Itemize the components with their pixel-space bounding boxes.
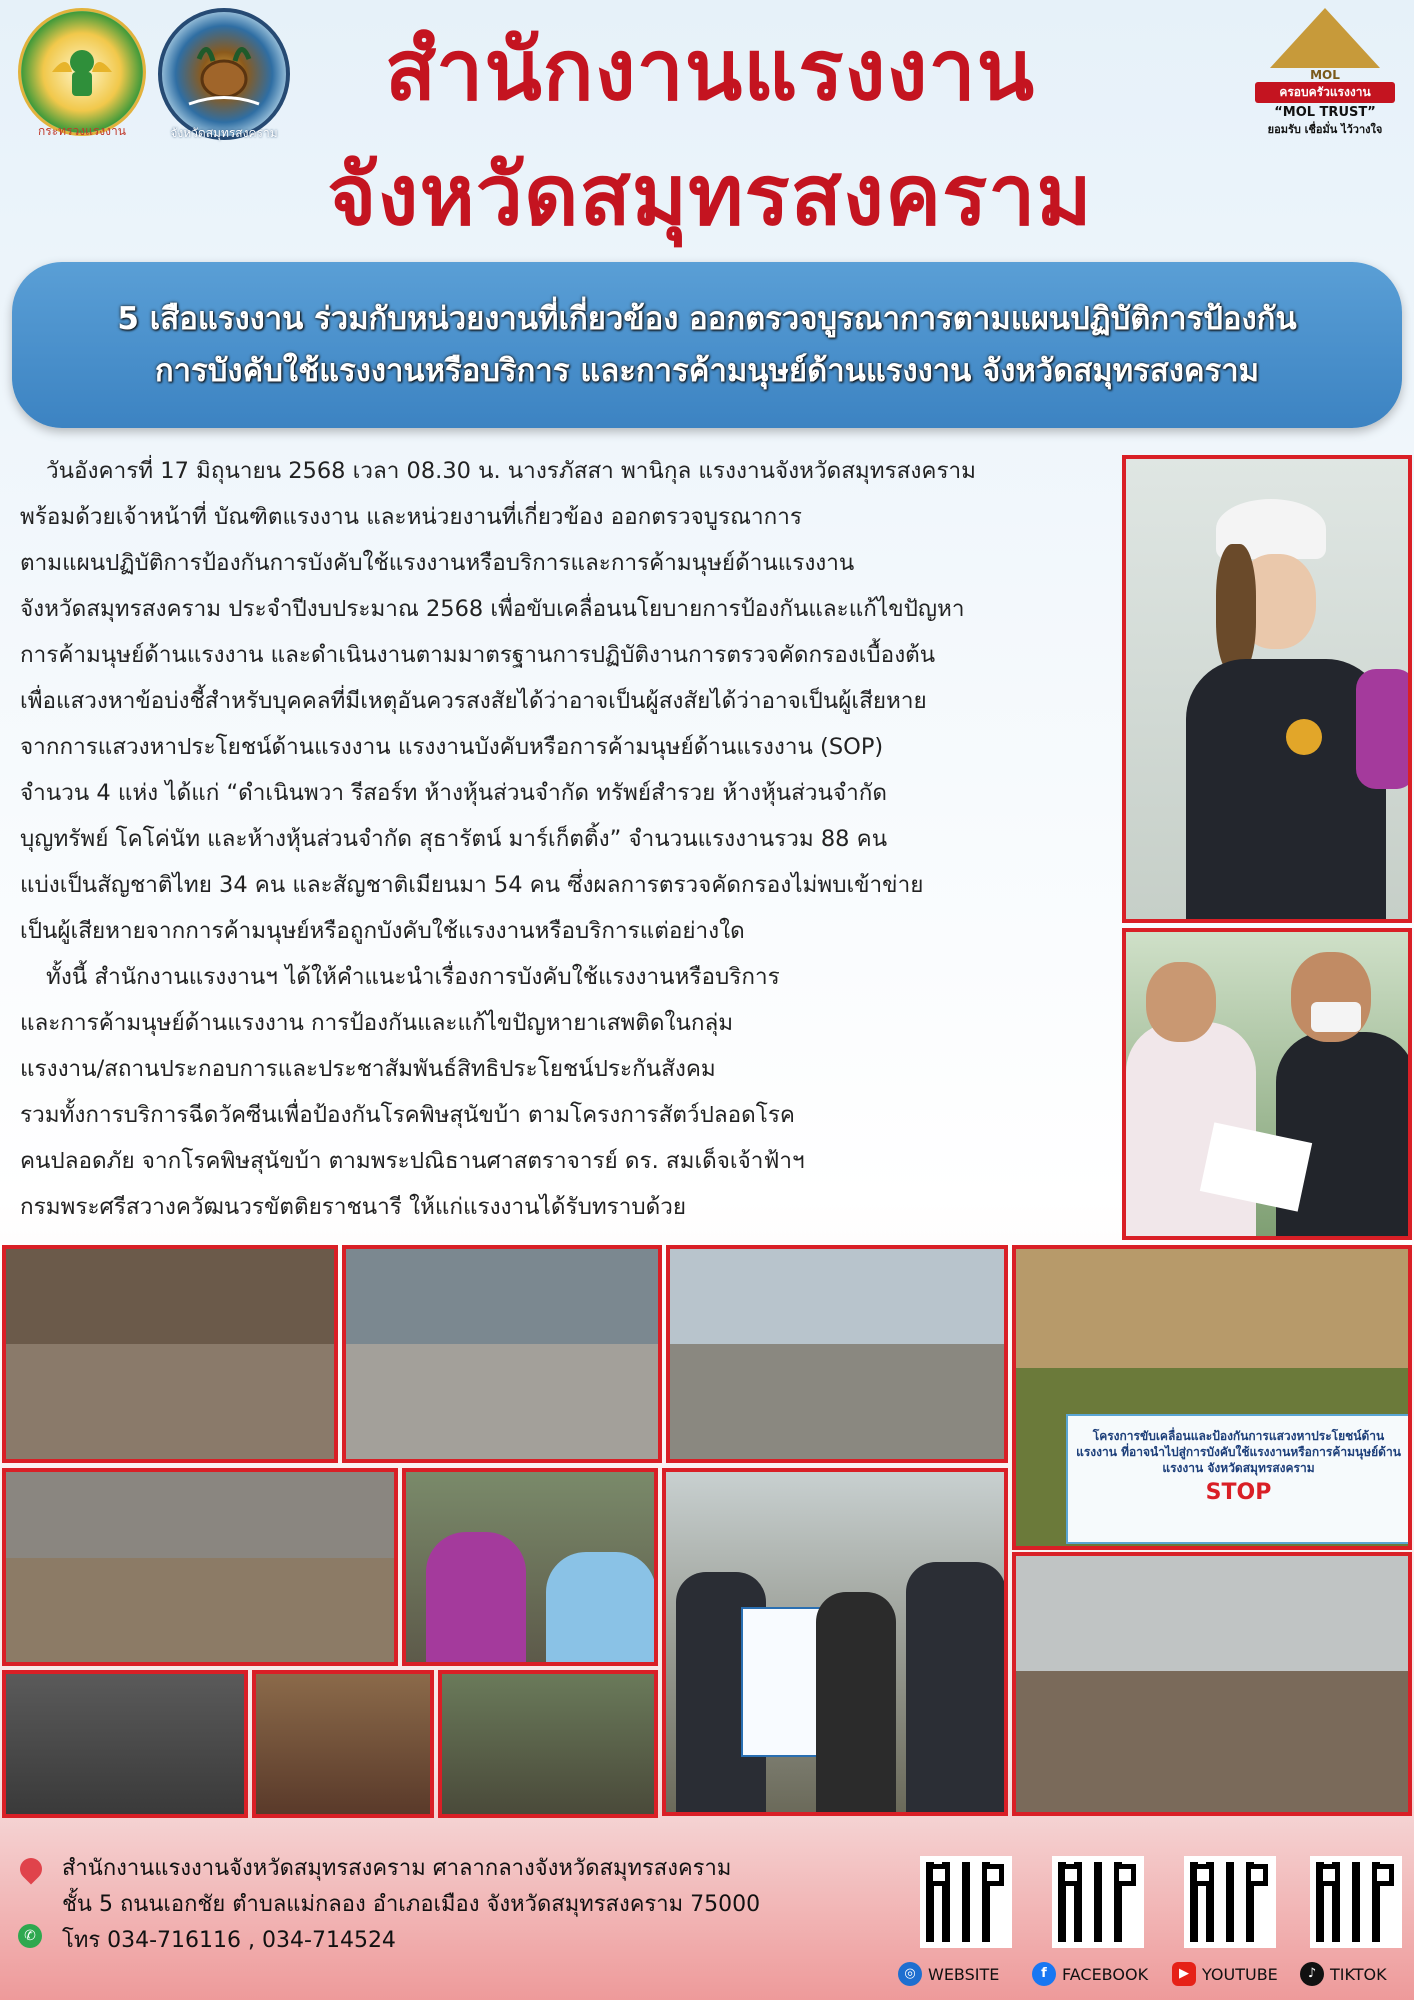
youtube-label: YOUTUBE — [1202, 1964, 1278, 1984]
photo-group-2 — [342, 1245, 662, 1463]
youtube-link[interactable] — [1172, 1962, 1278, 1986]
article-line: การค้ามนุษย์ด้านแรงงาน และดำเนินงานตามมาตรฐานการปฏิบัติงานการตรวจคัดกรองเบื้องต้น — [20, 642, 936, 668]
mol-slogan: “MOL TRUST” — [1274, 105, 1376, 120]
phone-number: โทร 034-716116 , 034-714524 — [62, 1928, 396, 1953]
photo-group-1 — [2, 1245, 338, 1463]
facebook-link[interactable] — [1032, 1962, 1148, 1986]
office-title-line1: สำนักงานแรงงาน — [384, 21, 1036, 119]
article-line: จังหวัดสมุทรสงคราม ประจำปีงบประมาณ 2568 เพื่อขับเคลื่อนนโยบายการป้องกันและแก้ไขปัญหา — [20, 596, 965, 622]
photo-officer-portrait — [1122, 455, 1412, 923]
tiktok-icon: ♪ — [1300, 1962, 1324, 1986]
location-pin-icon — [15, 1853, 46, 1884]
tiktok-qr-code[interactable] — [1310, 1856, 1402, 1948]
photo-officer-interview — [1122, 928, 1412, 1240]
article-line: วันอังคารที่ 17 มิถุนายน 2568 เวลา 08.30 น. นางรภัสสา พานิกุล แรงงานจังหวัดสมุทรสงคราม — [46, 458, 977, 484]
drum-seal-icon — [179, 29, 269, 119]
article-line: และการค้ามนุษย์ด้านแรงงาน การป้องกันและแก้ไขปัญหายาเสพติดในกลุ่ม — [20, 1010, 734, 1036]
youtube-icon: ▶ — [1172, 1962, 1196, 1986]
mol-logo-label: ครอบครัวแรงงาน — [1255, 82, 1395, 103]
article-line: บุญทรัพย์ โคโค่นัท และห้างหุ้นส่วนจำกัด สุธารัตน์ มาร์เก็ตติ้ง” จำนวนแรงงานรวม 88 คน — [20, 826, 888, 852]
office-title-line2: จังหวัดสมุทรสงคราม — [327, 146, 1093, 244]
article-line: แรงงาน/สถานประกอบการและประชาสัมพันธ์สิทธิประโยชน์ประกันสังคม — [20, 1056, 716, 1082]
article-line: จำนวน 4 แห่ง ได้แก่ “ดำเนินพวา รีสอร์ท ห้างหุ้นส่วนจำกัด ทรัพย์สำรวย ห้างหุ้นส่วนจำกัด — [20, 780, 887, 806]
article-line: รวมทั้งการบริการฉีดวัคซีนเพื่อป้องกันโรคพิษสุนัขบ้า ตามโครงการสัตว์ปลอดโรค — [20, 1102, 795, 1128]
article-line: จากการแสวงหาประโยชน์ด้านแรงงาน แรงงานบังคับหรือการค้ามนุษย์ด้านแรงงาน (SOP) — [20, 734, 884, 760]
province-seal-logo — [158, 8, 290, 140]
tiktok-label: TIKTOK — [1330, 1964, 1387, 1984]
photo-officer-writing — [2, 1670, 248, 1818]
headline-line1: 5 เสือแรงงาน ร่วมกับหน่วยงานที่เกี่ยวข้อง ออกตรวจบูรณาการตามแผนปฏิบัติการป้องกัน — [117, 301, 1297, 337]
article-line: คนปลอดภัย จากโรคพิษสุนัขบ้า ตามพระปณิธานศาสตราจารย์ ดร. สมเด็จเจ้าฟ้าฯ — [20, 1148, 805, 1174]
website-qr-code[interactable] — [920, 1856, 1012, 1948]
photo-worker-signing — [252, 1670, 434, 1818]
youtube-qr-code[interactable] — [1184, 1856, 1276, 1948]
article-line: กรมพระศรีสวางควัฒนวรขัตติยราชนารี ให้แก่แรงงานได้รับทราบด้วย — [20, 1194, 687, 1220]
ministry-logo-caption: กระทรวงแรงงาน — [38, 124, 126, 138]
article-line: พร้อมด้วยเจ้าหน้าที่ บัณฑิตแรงงาน และหน่วยงานที่เกี่ยวข้อง ออกตรวจบูรณาการ — [20, 504, 802, 530]
headline-banner — [12, 262, 1402, 428]
article-line: เป็นผู้เสียหายจากการค้ามนุษย์หรือถูกบังคับใช้แรงงานหรือบริการแต่อย่างใด — [20, 918, 745, 944]
article-line: แบ่งเป็นสัญชาติไทย 34 คน และสัญชาติเมียนมา 54 คน ซึ่งผลการตรวจคัดกรองไม่พบเข้าข่าย — [20, 872, 924, 898]
photo-group-3 — [666, 1245, 1008, 1463]
contact-footer — [0, 1836, 1414, 2000]
facebook-label: FACEBOOK — [1062, 1964, 1149, 1984]
facebook-icon: f — [1032, 1962, 1056, 1986]
website-label: WEBSITE — [928, 1964, 1000, 1984]
address-line2: ชั้น 5 ถนนเอกชัย ตำบลแม่กลอง อำเภอเมือง จังหวัดสมุทรสงคราม 75000 — [62, 1892, 761, 1917]
headline-line2: การบังคับใช้แรงงานหรือบริการ และการค้ามนุษย์ด้านแรงงาน จังหวัดสมุทรสงคราม — [154, 353, 1260, 389]
facebook-qr-code[interactable] — [1052, 1856, 1144, 1948]
banner-project-text: โครงการขับเคลื่อนและป้องกันการแสวงหาประโยชน์ด้านแรงงาน ที่อาจนำไปสู่การบังคับใช้แรงงานหรือการค้ามนุษย์ด้านแรงงาน จังหวัดสมุทรสงคราม — [1076, 1429, 1401, 1475]
mol-tagline: ยอมรับ เชื่อมั่น ไว้วางใจ — [1267, 123, 1383, 136]
article-line: ทั้งนี้ สำนักงานแรงงานฯ ได้ให้คำแนะนำเรื่องการบังคับใช้แรงงานหรือบริการ — [46, 964, 780, 990]
article-line: ตามแผนปฏิบัติการป้องกันการบังคับใช้แรงงานหรือบริการและการค้ามนุษย์ด้านแรงงาน — [20, 550, 855, 576]
province-logo-caption: จังหวัดสมุทรสงคราม — [170, 126, 278, 140]
stop-text: STOP — [1205, 1480, 1272, 1505]
photo-group-5 — [1012, 1552, 1412, 1816]
photo-officer-talk — [402, 1468, 658, 1666]
stop-trafficking-banner — [1066, 1414, 1411, 1544]
photo-banner-group — [1012, 1245, 1412, 1550]
phone-icon: ✆ — [18, 1924, 42, 1948]
website-link[interactable] — [898, 1962, 999, 1986]
address-line1: สำนักงานแรงงานจังหวัดสมุทรสงคราม ศาลากลางจังหวัดสมุทรสงคราม — [62, 1856, 732, 1881]
temple-roof-icon — [1270, 8, 1380, 68]
mol-logo-top: MOL — [1310, 68, 1340, 82]
photo-worker-writing — [438, 1670, 658, 1818]
ministry-of-labour-logo — [18, 8, 146, 136]
article-body — [20, 448, 1110, 1230]
photo-group-4 — [2, 1468, 398, 1666]
tiktok-link[interactable] — [1300, 1962, 1387, 1986]
mol-trust-logo — [1255, 8, 1395, 168]
garuda-emblem-icon — [42, 32, 122, 112]
photo-poster-handover — [662, 1468, 1008, 1816]
article-line: เพื่อแสวงหาข้อบ่งชี้สำหรับบุคคลที่มีเหตุอันควรสงสัยได้ว่าอาจเป็นผู้สงสัยได้ว่าอาจเป็นผู้เสียหาย — [20, 688, 927, 714]
globe-icon: ◎ — [898, 1962, 922, 1986]
